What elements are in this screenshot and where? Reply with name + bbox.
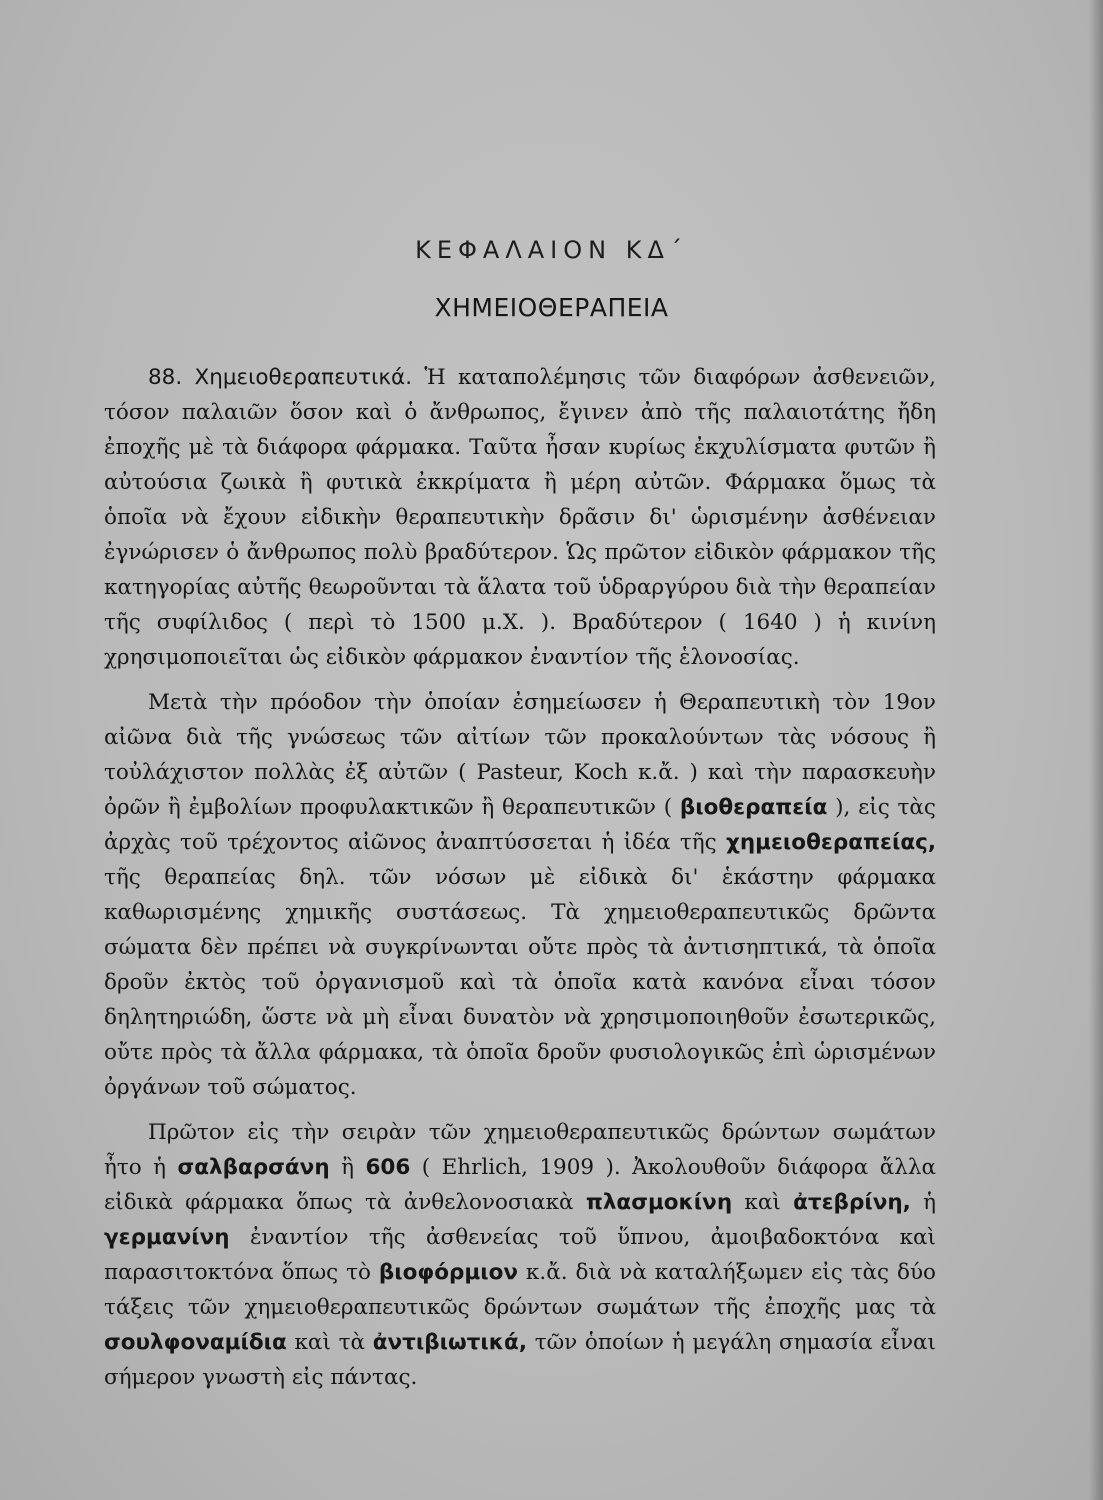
paragraph-3-text-f: ἐναντίον τῆς ἀσθενείας τοῦ ὕπνου, ἀμοιβαδοκτόνα καὶ παρασιτοκτόνα ὅπως τὸ <box>104 1225 936 1285</box>
term-germanin: γερμανίνη <box>104 1225 230 1250</box>
chapter-body <box>104 360 936 1405</box>
paragraph-2-text-b: ), εἰς τὰς ἀρχὰς τοῦ τρέχοντος αἰῶνος ἀναπτύσσεται ἡ ἰδέα τῆς <box>104 795 936 855</box>
paragraph-3-text-b: ἢ <box>341 1155 354 1180</box>
scan-shadow-edge <box>1089 0 1103 1500</box>
paragraph-2-text-c: τῆς θεραπείας δηλ. τῶν νόσων μὲ εἰδικὰ δι' ἑκάστην φάρμακα καθωρισμένης χημικῆς συστάσεως. Τὰ χημειοθεραπευτικῶς δρῶντα σώματα δὲν πρέπει νὰ συγκρίνωνται οὔτε πρὸς τὰ ἀντισηπτικά, τὰ ὁποῖα δροῦν ἐκτὸς τοῦ ὀργανισμοῦ καὶ τὰ ὁποῖα κατὰ κανόνα εἶναι τόσον δηλητηριώδη, ὥστε νὰ μὴ εἶναι δυνατὸν νὰ χρησιμοποιηθοῦν ἐσωτερικῶς, οὔτε πρὸς τὰ ἄλλα φάρμακα, τὰ ὁποῖα δροῦν φυσιολογικῶς ἐπὶ ὡρισμένων ὀργάνων τοῦ σώματος. <box>104 865 936 1100</box>
paragraph-3-text-g: κ.ἄ. διὰ νὰ καταλήξωμεν εἰς τὰς δύο τάξεις τῶν χημειοθεραπευτικῶς δρώντων σωμάτων τῆς ἐποχῆς μας τὰ <box>104 1260 936 1320</box>
term-bioformium: βιοφόρμιον <box>378 1260 518 1285</box>
term-antibiotics: ἀντιβιωτικά, <box>372 1330 527 1355</box>
term-biotherapy: βιοθεραπεία <box>679 795 828 820</box>
paragraph-3-text-d: καὶ <box>744 1190 781 1215</box>
paragraph-3-text-h: καὶ τὰ <box>294 1330 365 1355</box>
term-salvarsan: σαλβαρσάνη <box>177 1155 330 1180</box>
term-606: 606 <box>365 1155 411 1180</box>
section-heading: 88. Χημειοθεραπευτικά. <box>148 365 413 390</box>
term-sulfonamides: σουλφοναμίδια <box>104 1330 287 1355</box>
paragraph-3-text-c: ( Ehrlich, 1909 ). Ἀκολουθοῦν διάφορα ἄλλα εἰδικὰ φάρμακα ὅπως τὰ ἀνθελονοσιακὰ <box>104 1155 936 1215</box>
paragraph-3-text-a: Πρῶτον εἰς τὴν σειρὰν τῶν χημειοθεραπευτικῶς δρώντων σωμάτων ἦτο ἡ <box>104 1120 936 1180</box>
paragraph-2 <box>104 685 936 1105</box>
chapter-label: ΚΕΦΑΛΑΙΟΝ ΚΔ΄ <box>415 236 688 264</box>
paragraph-3-text-i: τῶν ὁποίων ἡ μεγάλη σημασία εἶναι σήμερον γνωστὴ εἰς πάντας. <box>104 1330 936 1390</box>
paragraph-3 <box>104 1115 936 1395</box>
term-atebrin: ἀτεβρίνη, <box>793 1190 911 1215</box>
paragraph-2-text-a: Μετὰ τὴν πρόοδον τὴν ὁποίαν ἐσημείωσεν ἡ Θεραπευτικὴ τὸν 19ον αἰῶνα διὰ τῆς γνώσεως τῶν αἰτίων τῶν προκαλούντων τὰς νόσους ἢ τοὐλάχιστον πολλὰς ἐξ αὐτῶν ( Pasteur, Koch κ.ἄ. ) καὶ τὴν παρασκευὴν ὀρῶν ἢ ἐμβολίων προφυλακτικῶν ἢ θεραπευτικῶν ( <box>104 690 936 820</box>
chapter-title: ΧΗΜΕΙΟΘΕΡΑΠΕΙΑ <box>434 293 669 322</box>
paragraph-1 <box>104 360 936 675</box>
term-chemotherapy: χημειοθεραπείας, <box>725 830 937 855</box>
paragraph-1-text: Ἡ καταπολέμησις τῶν διαφόρων ἀσθενειῶν, τόσον παλαιῶν ὅσον καὶ ὁ ἄνθρωπος, ἔγινεν ἀπὸ τῆς παλαιοτάτης ἤδη ἐποχῆς μὲ τὰ διάφορα φάρμακα. Ταῦτα ἦσαν κυρίως ἐκχυλίσματα φυτῶν ἢ αὐτούσια ζωικὰ ἢ φυτικὰ ἐκκρίματα ἢ μέρη αὐτῶν. Φάρμακα ὅμως τὰ ὁποῖα νὰ ἔχουν εἰδικὴν θεραπευτικὴν δρᾶσιν δι' ὡρισμένην ἀσθένειαν ἐγνώρισεν ὁ ἄνθρωπος πολὺ βραδύτερον. Ὡς πρῶτον εἰδικὸν φάρμακον τῆς κατηγορίας αὐτῆς θεωροῦνται τὰ ἅλατα τοῦ ὑδραργύρου διὰ τὴν θεραπείαν τῆς συφίλιδος ( περὶ τὸ 1500 μ.Χ. ). Βραδύτερον ( 1640 ) ἡ κινίνη χρησιμοποιεῖται ὡς εἰδικὸν φάρμακον ἐναντίον τῆς ἑλονοσίας. <box>104 365 936 670</box>
paragraph-3-text-e: ἡ <box>923 1190 937 1215</box>
term-plasmoquine: πλασμοκίνη <box>585 1190 733 1215</box>
